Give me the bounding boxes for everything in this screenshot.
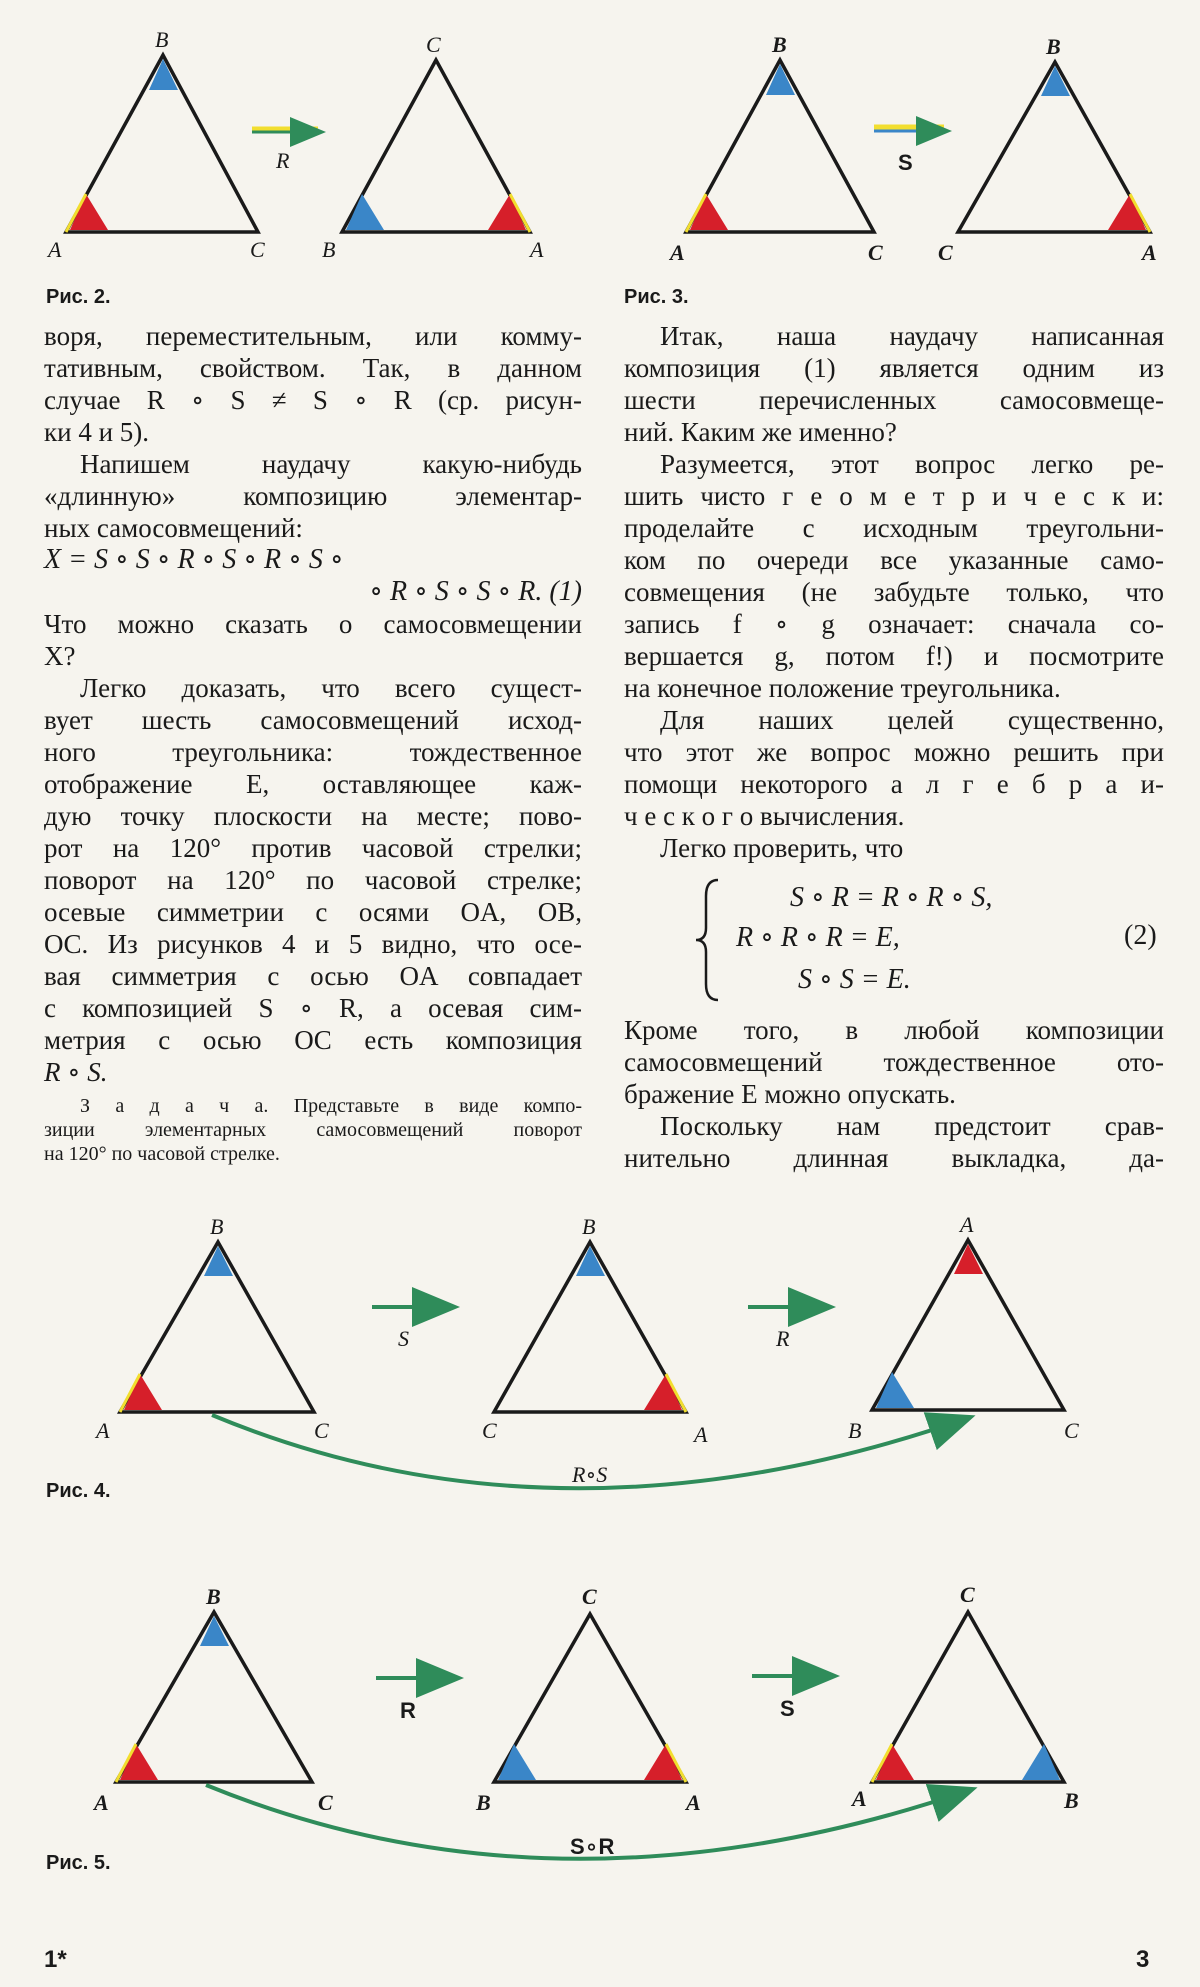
fig5-arrow-1-label: R bbox=[400, 1698, 416, 1723]
fig3-t1-label-right: C bbox=[868, 240, 883, 265]
right-p6-line-1: Поскольку нам предстоит срав- bbox=[660, 1111, 1164, 1141]
fig5-t3-label-left: A bbox=[852, 1786, 867, 1811]
system-brace bbox=[692, 876, 722, 1004]
left-line-9: X? bbox=[44, 641, 76, 671]
fig5-triangle-3 bbox=[850, 1582, 1079, 1813]
fig2-t1-label-right: C bbox=[250, 237, 265, 262]
fig2-t2-label-left: B bbox=[322, 237, 336, 262]
fig4-curve-label: R∘S bbox=[572, 1462, 608, 1487]
left-line-3: случае R ∘ S ≠ S ∘ R (ср. рисун- bbox=[44, 385, 582, 415]
left-p3-line-2: вует шесть самосовмещений исход- bbox=[44, 705, 582, 735]
left-p3-line-6: рот на 120° против часовой стрелки; bbox=[44, 833, 582, 863]
fig3-arrow-label: S bbox=[898, 150, 913, 175]
left-line-8: Что можно сказать о самосовмещении bbox=[44, 609, 582, 639]
right-p2-line-4: ком по очереди все указанные само- bbox=[624, 545, 1164, 575]
fig4-t3-label-top: A bbox=[960, 1212, 974, 1237]
left-p3-line-12: метрия с осью OC есть композиция bbox=[44, 1025, 582, 1055]
left-line-6: «длинную» композицию элементар- bbox=[44, 481, 582, 511]
fig4-triangle-2 bbox=[482, 1214, 708, 1447]
fig2-t2-label-top: C bbox=[426, 32, 441, 57]
fig4-arrow-1-label: S bbox=[398, 1326, 409, 1351]
left-p3-line-1: Легко доказать, что всего сущест- bbox=[80, 673, 582, 703]
left-p3-line-9: OC. Из рисунков 4 и 5 видно, что осе- bbox=[44, 929, 582, 959]
fig4 bbox=[94, 1212, 1079, 1488]
right-p5-line-1: Кроме того, в любой композиции bbox=[624, 1015, 1164, 1045]
fig2 bbox=[46, 27, 544, 262]
fig5-triangle-1 bbox=[92, 1584, 333, 1815]
fig3-t1-label-top: B bbox=[772, 32, 787, 57]
right-p1-last: ний. Каким же именно? bbox=[624, 417, 897, 447]
fig3-t2-label-right: A bbox=[1142, 240, 1157, 265]
left-p3-line-4: отображение E, оставляющее каж- bbox=[44, 769, 582, 799]
fig2-caption: Рис. 2. bbox=[46, 286, 111, 308]
fig3-arrow bbox=[874, 127, 946, 175]
fig5-t2-label-top: C bbox=[582, 1584, 597, 1609]
fig2-t1-label-top: B bbox=[155, 27, 169, 52]
left-line-1: воря, переместительным, или комму- bbox=[44, 321, 582, 351]
equation-1-line-1: X = S ∘ S ∘ R ∘ S ∘ R ∘ S ∘ bbox=[44, 544, 344, 575]
fig2-triangle-2 bbox=[322, 32, 544, 262]
fig2-arrow-label: R bbox=[276, 148, 290, 173]
fig4-t2-label-left: C bbox=[482, 1418, 497, 1443]
right-p5-last: бражение E можно опускать. bbox=[624, 1079, 956, 1109]
right-p2-line-3: проделайте с исходным треугольни- bbox=[624, 513, 1164, 543]
left-column bbox=[44, 320, 582, 1166]
right-p1-line-2: композиция (1) является одним из bbox=[624, 353, 1164, 383]
fig4-arrow-1 bbox=[372, 1307, 452, 1351]
right-p2-last: на конечное положение треугольника. bbox=[624, 673, 1061, 703]
fig3-caption: Рис. 3. bbox=[624, 286, 689, 308]
fig5-arrow-2 bbox=[752, 1676, 832, 1721]
fig4-caption: Рис. 4. bbox=[46, 1480, 111, 1502]
fig5-curve-label: S∘R bbox=[570, 1834, 615, 1859]
fig3 bbox=[668, 32, 1157, 265]
fig2-t2-label-right: A bbox=[530, 237, 544, 262]
left-p3-line-11: с композицией S ∘ R, а осевая сим- bbox=[44, 993, 582, 1023]
fig4-t3-label-right: C bbox=[1064, 1418, 1079, 1443]
system-eq-2: R ∘ R ∘ R = E, bbox=[736, 922, 900, 953]
fig5-t3-label-right: B bbox=[1064, 1788, 1079, 1813]
fig5-t1-label-top: B bbox=[206, 1584, 221, 1609]
left-p3-line-7: поворот на 120° по часовой стрелке; bbox=[44, 865, 582, 895]
left-line-2: тативным, свойством. Так, в данном bbox=[44, 353, 582, 383]
left-p3-last: R ∘ S. bbox=[44, 1057, 108, 1087]
right-p1-line-1: Итак, наша наудачу написанная bbox=[660, 321, 1164, 351]
fig5-t2-label-left: B bbox=[476, 1790, 491, 1815]
fig4-t1-label-left: A bbox=[96, 1418, 110, 1443]
left-line-7: ных самосовмещений: bbox=[44, 513, 303, 543]
fig5-t3-label-top: C bbox=[960, 1582, 975, 1607]
task-note-line-1: З а д а ч а. Представьте в виде компо- bbox=[80, 1095, 582, 1117]
fig3-t2-label-top: B bbox=[1046, 34, 1061, 59]
left-p3-line-5: дую точку плоскости на месте; пово- bbox=[44, 801, 582, 831]
fig5-t2-label-right: A bbox=[686, 1790, 701, 1815]
right-p3-line-3: помощи некоторого а л г е б р а и- bbox=[624, 769, 1164, 799]
task-note-last: на 120° по часовой стрелке. bbox=[44, 1143, 280, 1165]
left-line-5: Напишем наудачу какую-нибудь bbox=[80, 449, 582, 479]
system-number: (2) bbox=[1124, 920, 1157, 951]
right-p3-line-1: Для наших целей существенно, bbox=[660, 705, 1164, 735]
fig2-arrow bbox=[252, 129, 320, 173]
fig4-triangle-1 bbox=[94, 1214, 329, 1443]
right-p6-line-2: нительно длинная выкладка, да- bbox=[624, 1143, 1164, 1173]
right-p2-line-7: вершается g, потом f!) и посмотрите bbox=[624, 641, 1164, 671]
fig5-arrow-2-label: S bbox=[780, 1696, 795, 1721]
right-p5-line-2: самосовмещений тождественное ото- bbox=[624, 1047, 1164, 1077]
footer-signature: 1* bbox=[44, 1946, 67, 1973]
fig5-t1-label-right: C bbox=[318, 1790, 333, 1815]
right-p2-line-2: шить чисто г е о м е т р и ч е с к и: bbox=[624, 481, 1164, 511]
fig3-t2-label-left: C bbox=[938, 240, 953, 265]
fig3-t1-label-left: A bbox=[670, 240, 685, 265]
right-p2-line-1: Разумеется, этот вопрос легко ре- bbox=[660, 449, 1164, 479]
fig4-triangle-3 bbox=[848, 1212, 1079, 1443]
fig4-t3-label-left: B bbox=[848, 1418, 862, 1443]
fig2-triangle-1 bbox=[46, 27, 265, 262]
fig4-arrow-2-label: R bbox=[776, 1326, 790, 1351]
left-line-4: ки 4 и 5). bbox=[44, 417, 150, 447]
system-eq-1: S ∘ R = R ∘ R ∘ S, bbox=[790, 882, 993, 913]
fig4-t2-label-top: B bbox=[582, 1214, 596, 1239]
page-number: 3 bbox=[1136, 1946, 1150, 1973]
fig5-triangle-2 bbox=[475, 1584, 701, 1815]
fig4-t2-label-right: A bbox=[694, 1422, 708, 1447]
fig5 bbox=[92, 1582, 1079, 1859]
right-column bbox=[624, 320, 1164, 864]
right-p4: Легко проверить, что bbox=[660, 833, 904, 863]
right-p2-line-6: запись f ∘ g означает: сначала со- bbox=[624, 609, 1164, 639]
system-eq-3: S ∘ S = E. bbox=[798, 964, 911, 995]
fig5-arrow-1 bbox=[376, 1678, 456, 1723]
right-p3-last: ч е с к о г о вычисления. bbox=[624, 801, 905, 831]
fig2-t1-label-left: A bbox=[48, 237, 62, 262]
fig5-caption: Рис. 5. bbox=[46, 1852, 111, 1874]
left-p3-line-8: осевые симметрии с осями OA, OB, bbox=[44, 897, 582, 927]
fig3-triangle-1 bbox=[668, 32, 883, 265]
right-p1-line-3: шести перечисленных самосовмеще- bbox=[624, 385, 1164, 415]
fig4-arrow-2 bbox=[748, 1307, 828, 1351]
fig4-t1-label-top: B bbox=[210, 1214, 224, 1239]
right-p2-line-5: совмещения (не забудьте только, что bbox=[624, 577, 1164, 607]
right-column-lower bbox=[624, 1014, 1164, 1174]
left-p3-line-10: вая симметрия с осью OA совпадает bbox=[44, 961, 582, 991]
fig4-t1-label-right: C bbox=[314, 1418, 329, 1443]
left-p3-line-3: ного треугольника: тождественное bbox=[44, 737, 582, 767]
fig3-triangle-2 bbox=[938, 34, 1157, 265]
task-note-line-2: зиции элементарных самосовмещений поворот bbox=[44, 1119, 582, 1141]
right-p3-line-2: что этот же вопрос можно решить при bbox=[624, 737, 1164, 767]
equation-1-line-2: ∘ R ∘ S ∘ S ∘ R. (1) bbox=[369, 576, 582, 607]
fig5-t1-label-left: A bbox=[94, 1790, 109, 1815]
